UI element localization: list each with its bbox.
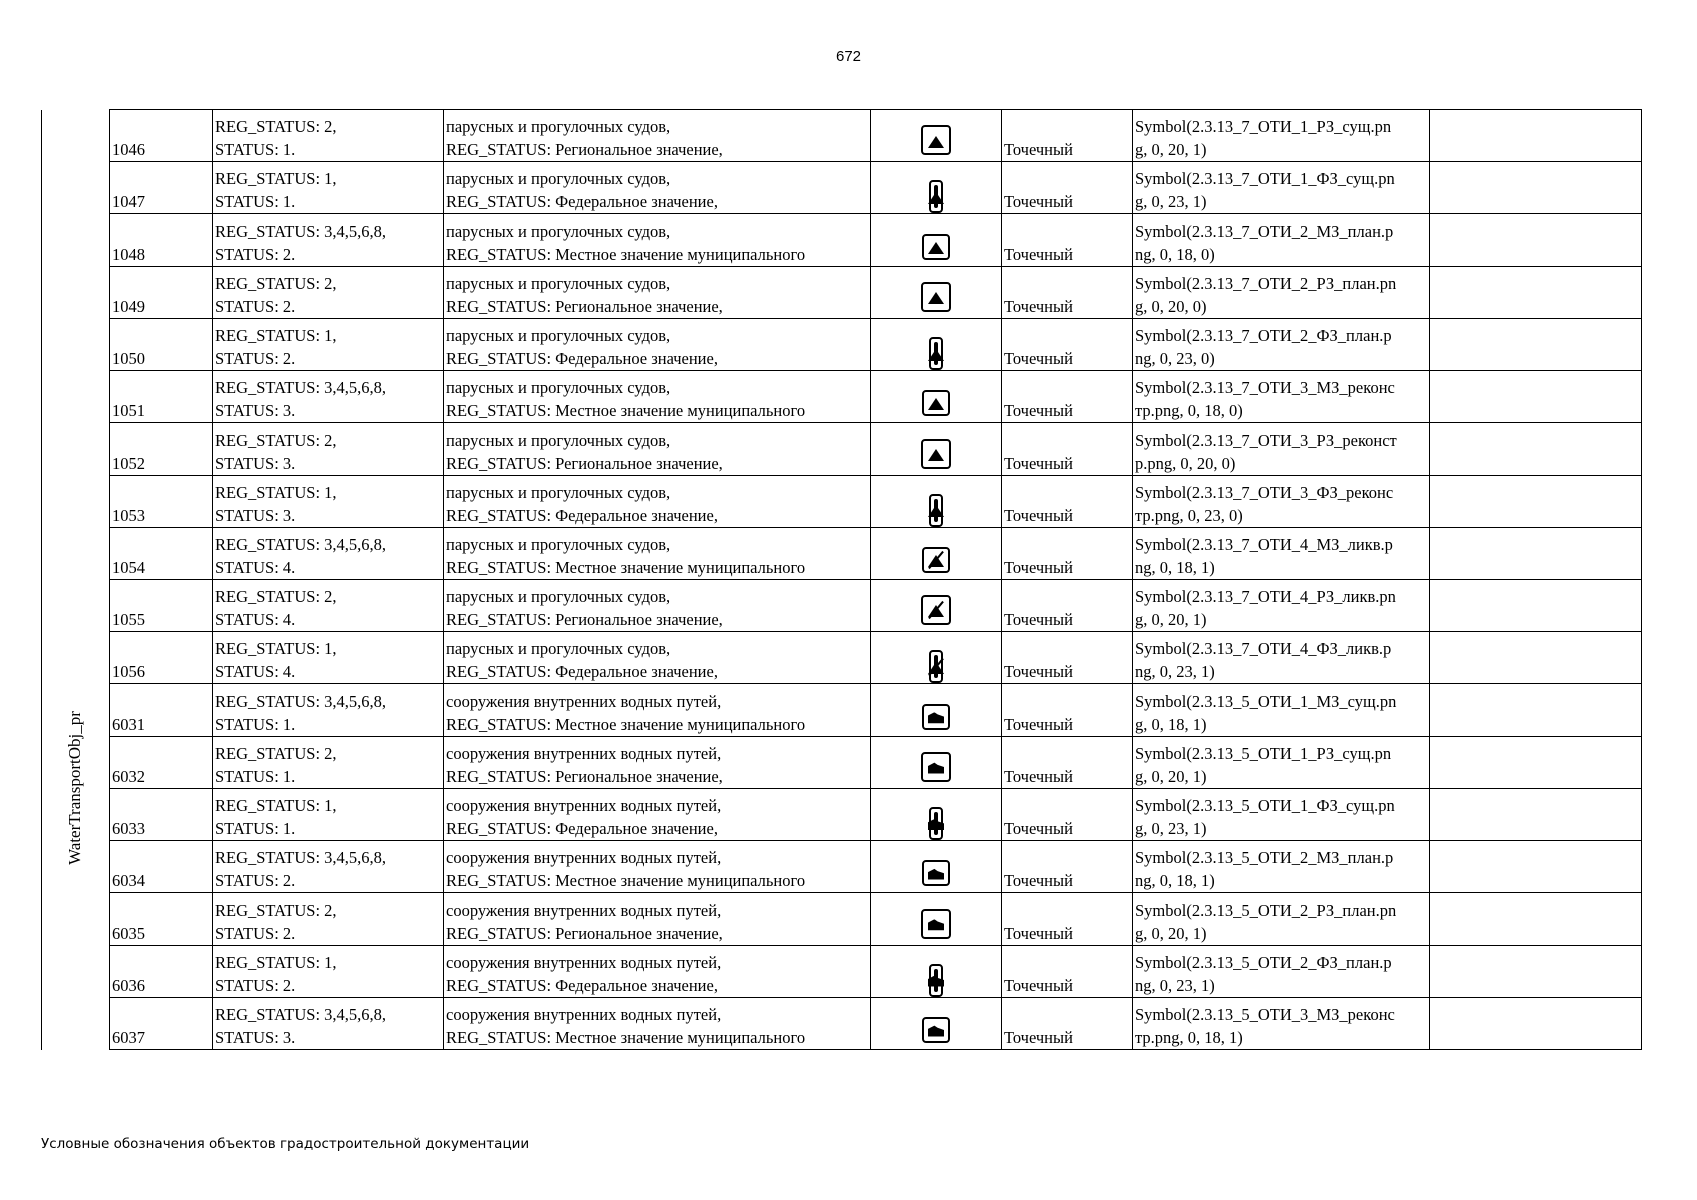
sail-boat-regional-planned-icon: [921, 282, 951, 312]
object-description: парусных и прогулочных судов, REG_STATUS: Местное значение муниципального: [444, 371, 871, 423]
object-code: 6037: [110, 997, 213, 1049]
empty-cell: [1430, 214, 1642, 266]
geometry-type: Точечный: [1002, 841, 1133, 893]
page-footer: Условные обозначения объектов градостроительной документации: [41, 1136, 530, 1152]
table-row: [110, 423, 1642, 475]
symbol-definition: Symbol(2.3.13_5_ОТИ_2_МЗ_план.p ng, 0, 18, 1): [1133, 841, 1430, 893]
empty-cell: [1430, 371, 1642, 423]
object-description: парусных и прогулочных судов, REG_STATUS: Региональное значение,: [444, 110, 871, 162]
object-description: парусных и прогулочных судов, REG_STATUS: Федеральное значение,: [444, 475, 871, 527]
geometry-type: Точечный: [1002, 423, 1133, 475]
object-code: 1056: [110, 632, 213, 684]
symbol-definition: Symbol(2.3.13_5_ОТИ_3_МЗ_реконс тр.png, 0, 18, 1): [1133, 997, 1430, 1049]
sail-boat-regional-liquidation-icon: [921, 595, 951, 625]
table-row: [110, 475, 1642, 527]
object-description: парусных и прогулочных судов, REG_STATUS: Федеральное значение,: [444, 632, 871, 684]
object-code: 1055: [110, 579, 213, 631]
object-code: 1046: [110, 110, 213, 162]
object-code: 1052: [110, 423, 213, 475]
object-description: парусных и прогулочных судов, REG_STATUS: Региональное значение,: [444, 423, 871, 475]
table-row: [110, 371, 1642, 423]
symbol-definition: Symbol(2.3.13_7_ОТИ_2_РЗ_план.pn g, 0, 20, 0): [1133, 266, 1430, 318]
object-code: 1051: [110, 371, 213, 423]
symbol-preview: [871, 318, 1002, 370]
sail-boat-local-liquidation-icon: [922, 547, 950, 573]
symbol-preview: [871, 579, 1002, 631]
empty-cell: [1430, 423, 1642, 475]
table-layer-label: WaterTransportObj_pr: [65, 711, 84, 865]
object-description: парусных и прогулочных судов, REG_STATUS: Федеральное значение,: [444, 318, 871, 370]
empty-cell: [1430, 684, 1642, 736]
status-filter: REG_STATUS: 1, STATUS: 2.: [213, 945, 444, 997]
object-code: 1053: [110, 475, 213, 527]
symbol-definition: Symbol(2.3.13_7_ОТИ_3_РЗ_реконст р.png, 0, 20, 0): [1133, 423, 1430, 475]
table-row: [110, 318, 1642, 370]
status-filter: REG_STATUS: 3,4,5,6,8, STATUS: 1.: [213, 684, 444, 736]
symbol-definition: Symbol(2.3.13_7_ОТИ_4_ФЗ_ликв.p ng, 0, 23, 1): [1133, 632, 1430, 684]
object-code: 1054: [110, 527, 213, 579]
table-row: [110, 841, 1642, 893]
page-number: 672: [835, 48, 862, 65]
object-description: парусных и прогулочных судов, REG_STATUS: Региональное значение,: [444, 579, 871, 631]
object-code: 6034: [110, 841, 213, 893]
object-description: сооружения внутренних водных путей, REG_STATUS: Региональное значение,: [444, 893, 871, 945]
table-row: [110, 266, 1642, 318]
sail-boat-federal-reconstruction-icon: [929, 494, 943, 527]
empty-cell: [1430, 475, 1642, 527]
empty-cell: [1430, 788, 1642, 840]
geometry-type: Точечный: [1002, 997, 1133, 1049]
geometry-type: Точечный: [1002, 318, 1133, 370]
status-filter: REG_STATUS: 1, STATUS: 3.: [213, 475, 444, 527]
waterway-structure-local-planned-icon: [922, 860, 950, 886]
waterway-structure-regional-planned-icon: [921, 909, 951, 939]
object-description: сооружения внутренних водных путей, REG_STATUS: Региональное значение,: [444, 736, 871, 788]
object-code: 1049: [110, 266, 213, 318]
object-description: сооружения внутренних водных путей, REG_STATUS: Федеральное значение,: [444, 788, 871, 840]
symbol-definition: Symbol(2.3.13_5_ОТИ_2_РЗ_план.pn g, 0, 20, 1): [1133, 893, 1430, 945]
sail-boat-federal-liquidation-icon: [929, 650, 943, 683]
waterway-structure-federal-planned-icon: [929, 964, 943, 997]
object-code: 6035: [110, 893, 213, 945]
symbol-preview: [871, 945, 1002, 997]
status-filter: REG_STATUS: 3,4,5,6,8, STATUS: 4.: [213, 527, 444, 579]
table-row: [110, 893, 1642, 945]
symbol-preview: [871, 684, 1002, 736]
sail-boat-federal-existing-icon: [929, 180, 943, 213]
symbol-preview: [871, 632, 1002, 684]
symbol-definition: Symbol(2.3.13_7_ОТИ_2_МЗ_план.p ng, 0, 18, 0): [1133, 214, 1430, 266]
status-filter: REG_STATUS: 2, STATUS: 3.: [213, 423, 444, 475]
geometry-type: Точечный: [1002, 788, 1133, 840]
status-filter: REG_STATUS: 2, STATUS: 4.: [213, 579, 444, 631]
empty-cell: [1430, 893, 1642, 945]
table-row: [110, 945, 1642, 997]
empty-cell: [1430, 266, 1642, 318]
geometry-type: Точечный: [1002, 527, 1133, 579]
symbol-definition: Symbol(2.3.13_7_ОТИ_3_МЗ_реконс тр.png, 0, 18, 0): [1133, 371, 1430, 423]
geometry-type: Точечный: [1002, 110, 1133, 162]
geometry-type: Точечный: [1002, 266, 1133, 318]
symbol-preview: [871, 162, 1002, 214]
object-code: 1050: [110, 318, 213, 370]
symbol-preview: [871, 266, 1002, 318]
symbol-preview: [871, 736, 1002, 788]
status-filter: REG_STATUS: 2, STATUS: 2.: [213, 893, 444, 945]
object-description: сооружения внутренних водных путей, REG_STATUS: Местное значение муниципального: [444, 841, 871, 893]
geometry-type: Точечный: [1002, 736, 1133, 788]
geometry-type: Точечный: [1002, 162, 1133, 214]
symbol-preview: [871, 110, 1002, 162]
status-filter: REG_STATUS: 1, STATUS: 4.: [213, 632, 444, 684]
empty-cell: [1430, 162, 1642, 214]
status-filter: REG_STATUS: 2, STATUS: 1.: [213, 110, 444, 162]
table-row: [110, 162, 1642, 214]
symbol-preview: [871, 893, 1002, 945]
symbol-definition: Symbol(2.3.13_7_ОТИ_2_ФЗ_план.p ng, 0, 23, 0): [1133, 318, 1430, 370]
symbol-definition: Symbol(2.3.13_5_ОТИ_1_ФЗ_сущ.pn g, 0, 23, 1): [1133, 788, 1430, 840]
object-code: 6036: [110, 945, 213, 997]
waterway-structure-regional-existing-icon: [921, 752, 951, 782]
status-filter: REG_STATUS: 3,4,5,6,8, STATUS: 3.: [213, 371, 444, 423]
empty-cell: [1430, 110, 1642, 162]
object-description: парусных и прогулочных судов, REG_STATUS: Местное значение муниципального: [444, 527, 871, 579]
geometry-type: Точечный: [1002, 945, 1133, 997]
table-row: [110, 214, 1642, 266]
waterway-structure-federal-existing-icon: [929, 807, 943, 840]
symbol-definition: Symbol(2.3.13_5_ОТИ_1_РЗ_сущ.pn g, 0, 20, 1): [1133, 736, 1430, 788]
empty-cell: [1430, 736, 1642, 788]
symbol-definition: Symbol(2.3.13_5_ОТИ_1_МЗ_сущ.pn g, 0, 18, 1): [1133, 684, 1430, 736]
table-row: [110, 736, 1642, 788]
sail-boat-federal-planned-icon: [929, 337, 943, 370]
table-row: [110, 110, 1642, 162]
empty-cell: [1430, 318, 1642, 370]
object-description: парусных и прогулочных судов, REG_STATUS: Федеральное значение,: [444, 162, 871, 214]
empty-cell: [1430, 997, 1642, 1049]
symbol-preview: [871, 788, 1002, 840]
object-code: 6031: [110, 684, 213, 736]
symbol-preview: [871, 423, 1002, 475]
waterway-structure-local-reconstruction-icon: [922, 1017, 950, 1043]
empty-cell: [1430, 632, 1642, 684]
status-filter: REG_STATUS: 3,4,5,6,8, STATUS: 3.: [213, 997, 444, 1049]
status-filter: REG_STATUS: 1, STATUS: 1.: [213, 162, 444, 214]
symbol-definition: Symbol(2.3.13_7_ОТИ_3_ФЗ_реконс тр.png, 0, 23, 0): [1133, 475, 1430, 527]
empty-cell: [1430, 579, 1642, 631]
symbol-preview: [871, 371, 1002, 423]
symbol-preview: [871, 527, 1002, 579]
table-row: [110, 632, 1642, 684]
symbol-definition: Symbol(2.3.13_7_ОТИ_1_РЗ_сущ.pn g, 0, 20, 1): [1133, 110, 1430, 162]
symbol-preview: [871, 475, 1002, 527]
sail-boat-local-reconstruction-icon: [922, 390, 950, 416]
status-filter: REG_STATUS: 1, STATUS: 2.: [213, 318, 444, 370]
sail-boat-regional-existing-icon: [921, 125, 951, 155]
status-filter: REG_STATUS: 1, STATUS: 1.: [213, 788, 444, 840]
status-filter: REG_STATUS: 2, STATUS: 1.: [213, 736, 444, 788]
object-description: сооружения внутренних водных путей, REG_STATUS: Местное значение муниципального: [444, 997, 871, 1049]
table-row: [110, 527, 1642, 579]
symbol-definition: Symbol(2.3.13_7_ОТИ_4_РЗ_ликв.pn g, 0, 20, 1): [1133, 579, 1430, 631]
symbol-preview: [871, 841, 1002, 893]
status-filter: REG_STATUS: 3,4,5,6,8, STATUS: 2.: [213, 841, 444, 893]
symbol-definition: Symbol(2.3.13_7_ОТИ_1_ФЗ_сущ.pn g, 0, 23, 1): [1133, 162, 1430, 214]
table-row: [110, 684, 1642, 736]
symbol-definition: Symbol(2.3.13_7_ОТИ_4_МЗ_ликв.p ng, 0, 18, 1): [1133, 527, 1430, 579]
object-description: парусных и прогулочных судов, REG_STATUS: Местное значение муниципального: [444, 214, 871, 266]
object-description: парусных и прогулочных судов, REG_STATUS: Региональное значение,: [444, 266, 871, 318]
table-row: [110, 788, 1642, 840]
empty-cell: [1430, 841, 1642, 893]
symbol-table: [109, 109, 1642, 1050]
geometry-type: Точечный: [1002, 214, 1133, 266]
object-code: 6033: [110, 788, 213, 840]
object-code: 6032: [110, 736, 213, 788]
empty-cell: [1430, 945, 1642, 997]
geometry-type: Точечный: [1002, 371, 1133, 423]
sail-boat-local-planned-icon: [922, 234, 950, 260]
waterway-structure-local-existing-icon: [922, 704, 950, 730]
object-description: сооружения внутренних водных путей, REG_STATUS: Местное значение муниципального: [444, 684, 871, 736]
table-row: [110, 579, 1642, 631]
object-code: 1047: [110, 162, 213, 214]
geometry-type: Точечный: [1002, 893, 1133, 945]
status-filter: REG_STATUS: 2, STATUS: 2.: [213, 266, 444, 318]
object-description: сооружения внутренних водных путей, REG_STATUS: Федеральное значение,: [444, 945, 871, 997]
geometry-type: Точечный: [1002, 579, 1133, 631]
empty-cell: [1430, 527, 1642, 579]
geometry-type: Точечный: [1002, 684, 1133, 736]
sail-boat-regional-reconstruction-icon: [921, 439, 951, 469]
object-code: 1048: [110, 214, 213, 266]
symbol-definition: Symbol(2.3.13_5_ОТИ_2_ФЗ_план.p ng, 0, 23, 1): [1133, 945, 1430, 997]
symbol-preview: [871, 214, 1002, 266]
status-filter: REG_STATUS: 3,4,5,6,8, STATUS: 2.: [213, 214, 444, 266]
symbol-preview: [871, 997, 1002, 1049]
margin-rule: [41, 110, 42, 1050]
geometry-type: Точечный: [1002, 632, 1133, 684]
geometry-type: Точечный: [1002, 475, 1133, 527]
table-row: [110, 997, 1642, 1049]
